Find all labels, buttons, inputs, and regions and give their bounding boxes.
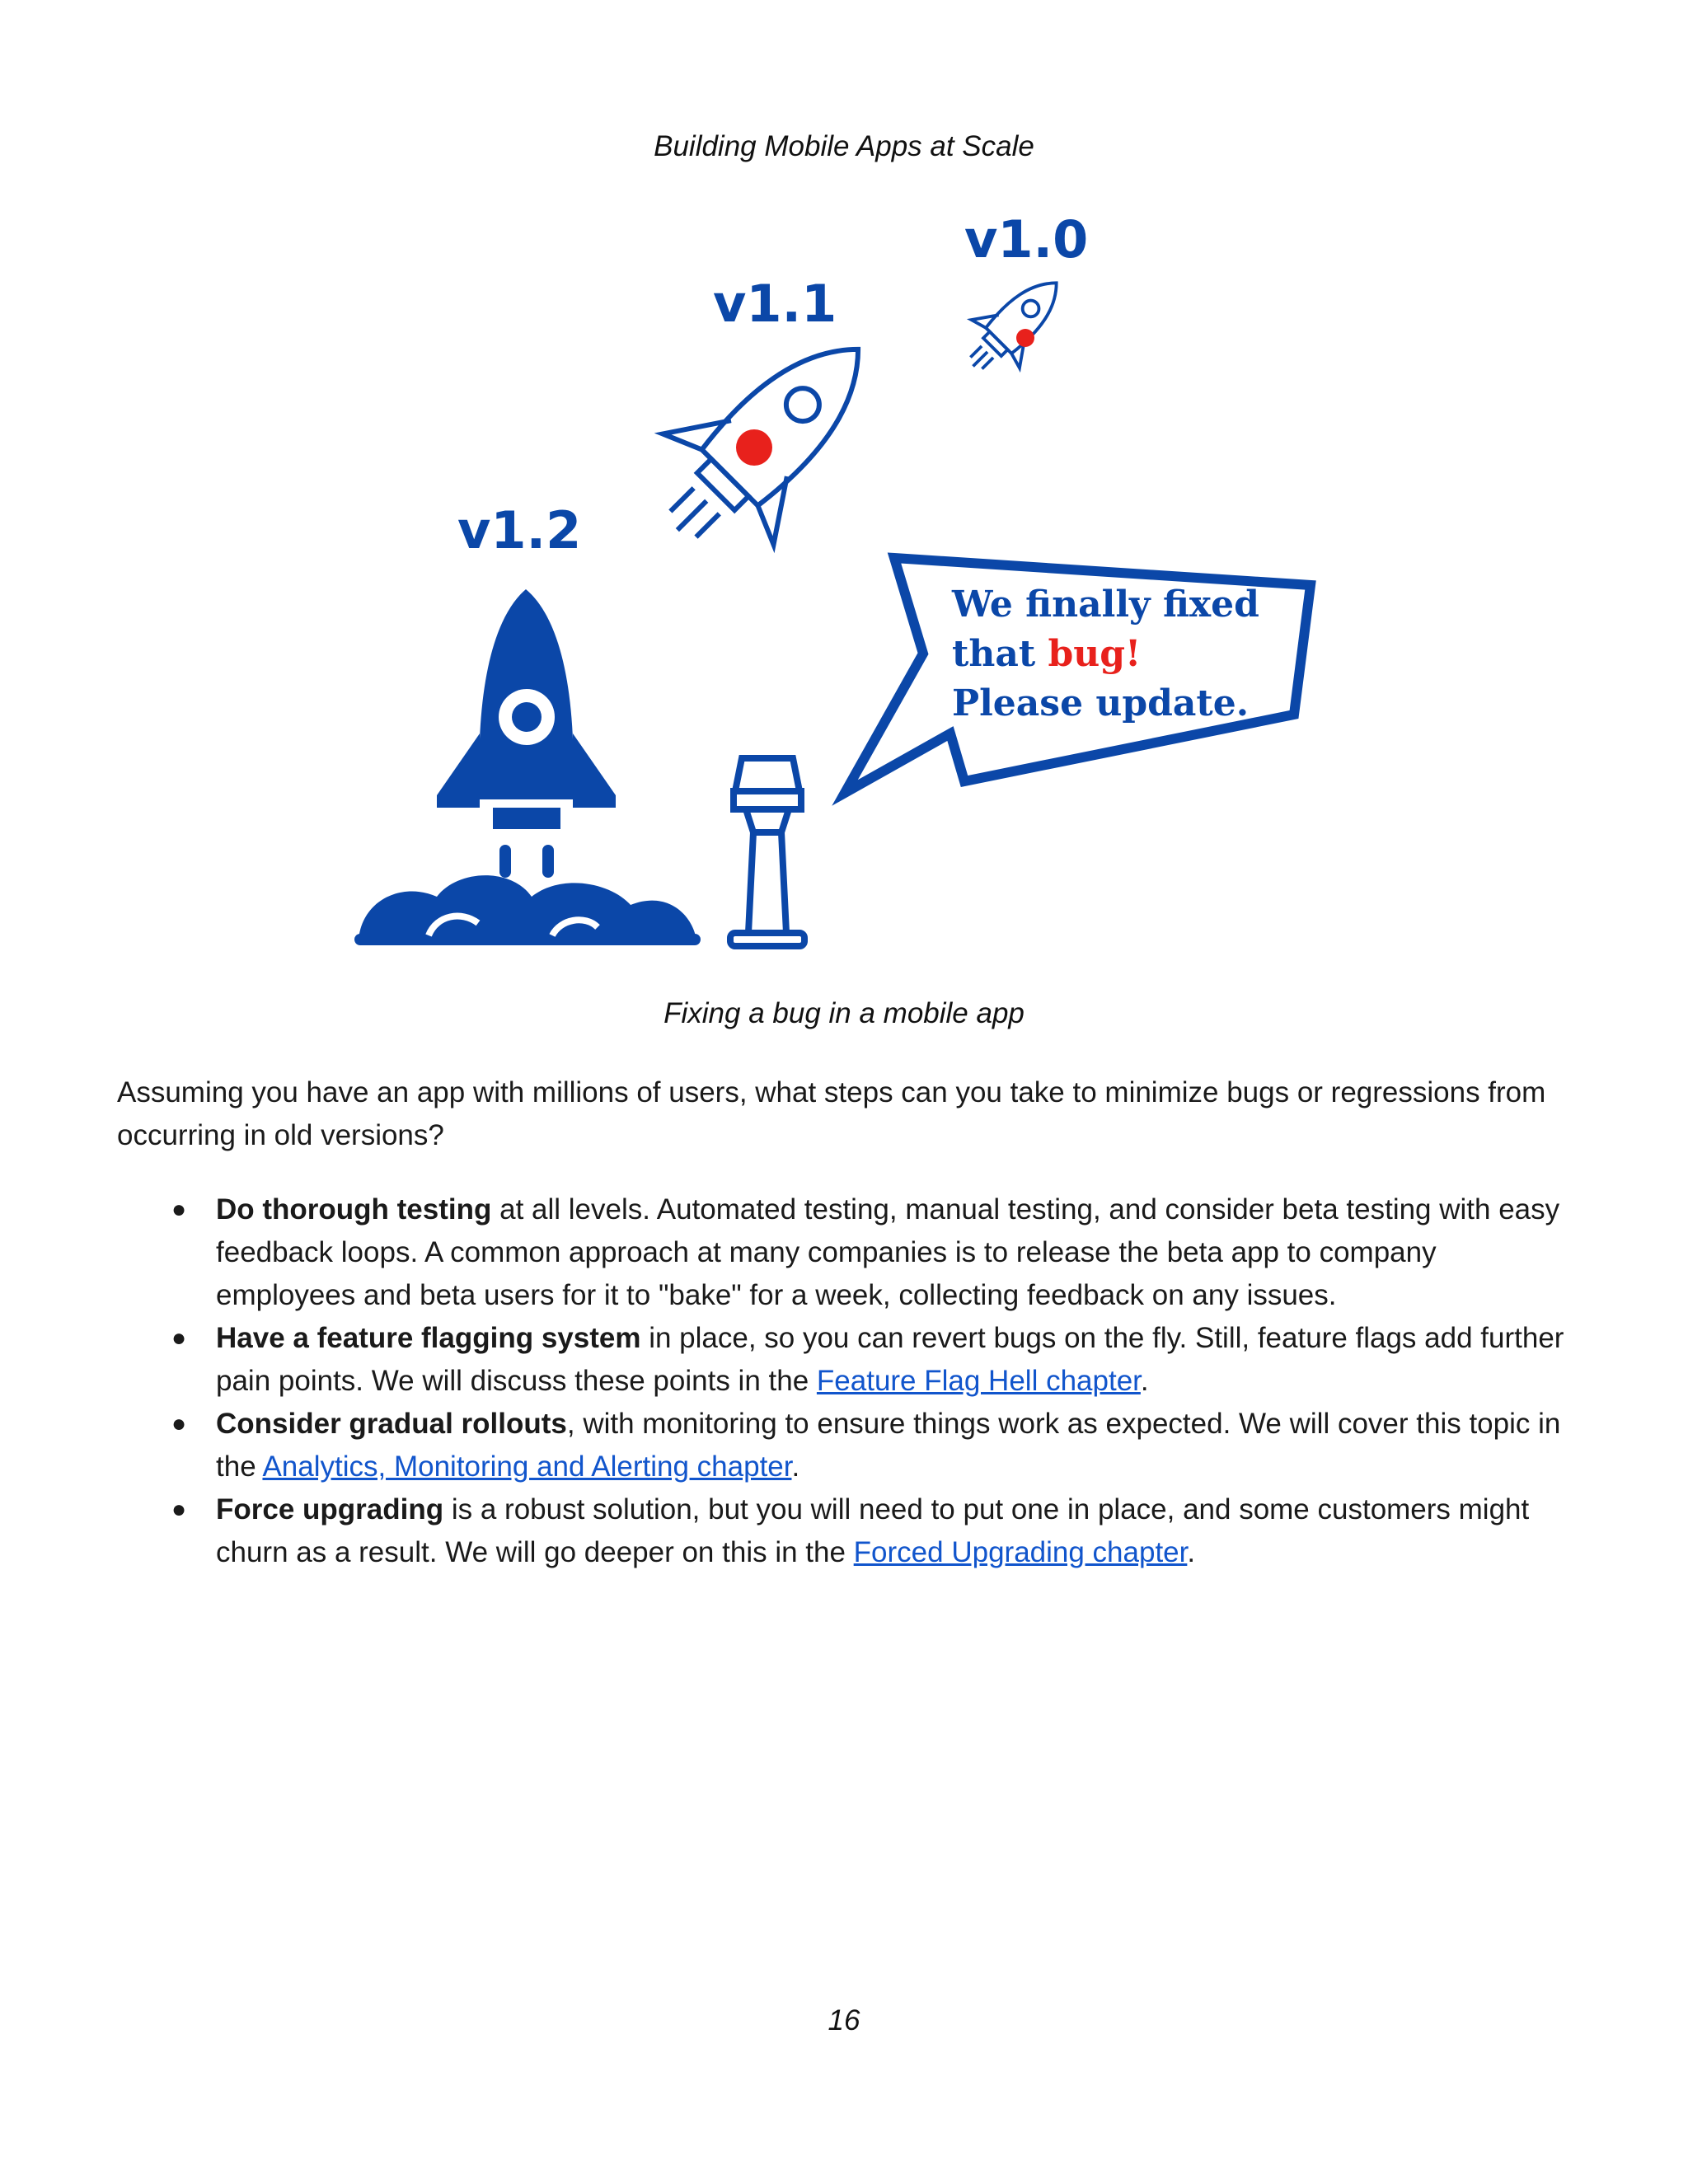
speech-bubble-icon [845,558,1311,793]
control-tower-icon [730,758,804,946]
bullet-icon: ● [171,1410,187,1437]
item-title: Consider gradual rollouts [216,1408,567,1440]
large-rocket-icon [437,589,616,878]
item-end: . [1187,1536,1196,1568]
launch-cloud-icon [354,875,701,945]
item-text: , with monitoring to ensure things work as expected. We will cover this topic in the [216,1408,1561,1483]
list-item [117,1188,1568,1317]
analytics-monitoring-link[interactable]: Analytics, Monitoring and Alerting chapter [262,1451,792,1483]
item-title: Do thorough testing [216,1193,492,1226]
list-item [117,1488,1568,1574]
page-number: 16 [828,2004,860,2036]
bullet-icon: ● [171,1196,187,1223]
bubble-line-2: that bug! [952,633,1142,675]
forced-upgrading-link[interactable]: Forced Upgrading chapter [853,1536,1188,1568]
bubble-line-3: Please update. [952,682,1250,724]
recommendations-list [117,1188,1568,1574]
rocket-illustration [313,198,1352,956]
item-end: . [791,1451,800,1483]
illustration-svg [313,198,1352,956]
item-title: Force upgrading [216,1493,444,1526]
item-text: at all levels. Automated testing, manual testing, and consider beta testing with easy feedback loops. A common approach at many companies is to release the beta app to company employees and beta users for it to "bake" for a week, collecting feedback on any issues. [216,1193,1560,1311]
figure-caption: Fixing a bug in a mobile app [663,997,1025,1029]
small-rocket-icon [949,259,1080,390]
bullet-icon: ● [171,1324,187,1352]
running-header: Building Mobile Apps at Scale [654,130,1034,162]
item-title: Have a feature flagging system [216,1322,641,1354]
feature-flag-hell-link[interactable]: Feature Flag Hell chapter [816,1365,1141,1397]
item-text: is a robust solution, but you will need to put one in place, and some customers might churn as a result. We will go deeper on this in the [216,1493,1530,1568]
intro-paragraph: Assuming you have an app with millions of users, what steps can you take to minimize bugs or regressions from occurring in old versions? [117,1076,1546,1151]
bullet-icon: ● [171,1496,187,1523]
bug-word: bug! [1048,633,1142,675]
label-v1-1: v1.1 [713,274,837,334]
item-text: in place, so you can revert bugs on the fly. Still, feature flags add further pain points. We will discuss these points in the [216,1322,1564,1397]
label-v1-2: v1.2 [457,500,582,560]
item-end: . [1140,1365,1149,1397]
list-item [117,1317,1568,1403]
medium-rocket-bug-dot [736,429,772,466]
list-item [117,1403,1568,1488]
label-v1-0: v1.0 [964,209,1089,269]
bubble-line-1: We finally fixed [952,583,1259,626]
small-rocket-bug-dot [1016,329,1034,347]
